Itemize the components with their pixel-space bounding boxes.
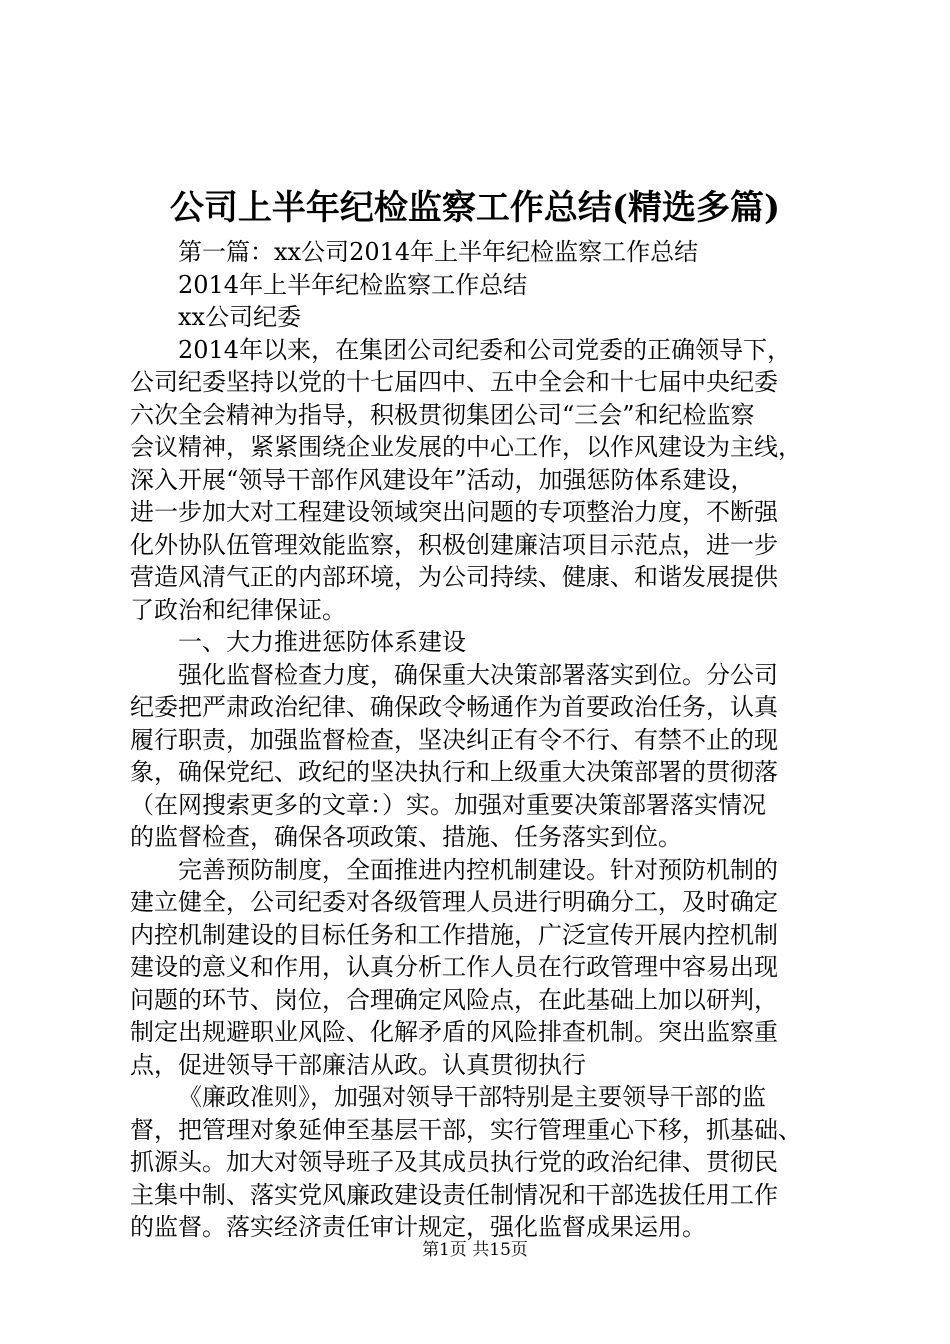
text-line: 公司纪委坚持以党的十七届四中、五中全会和十七届中央纪委 [130, 368, 778, 396]
text-line: 完善预防制度，全面推进内控机制建设。针对预防机制的 [178, 855, 778, 884]
text-line: 建设的意义和作用，认真分析工作人员在行政管理中容易出现 [130, 953, 778, 981]
text-line: 制定出规避职业风险、化解矛盾的风险排查机制。突出监察重 [130, 1018, 778, 1046]
text-line: 象，确保党纪、政纪的坚决执行和上级重大决策部署的贯彻落 [130, 758, 778, 786]
section-heading: 一、大力推进惩防体系建设 [178, 628, 466, 656]
text-line: 会议精神，紧紧围绕企业发展的中心工作，以作风建设为主线， [130, 433, 802, 461]
text-line: 2014年以来，在集团公司纪委和公司党委的正确领导下， [178, 335, 792, 364]
text-line: 纪委把严肃政治纪律、确保政令畅通作为首要政治任务，认真 [130, 693, 778, 721]
text-line: 营造风清气正的内部环境，为公司持续、健康、和谐发展提供 [130, 563, 778, 591]
text-line: 点，促进领导干部廉洁从政。认真贯彻执行 [130, 1050, 586, 1079]
text-line: 履行职责，加强监督检查，坚决纠正有令不行、有禁不止的现 [130, 725, 778, 754]
text-line: 督，把管理对象延伸至基层干部，实行管理重心下移，抓基础、 [130, 1115, 802, 1144]
text-line: 进一步加大对工程建设领域突出问题的专项整治力度，不断强 [130, 498, 778, 526]
text-line: 《廉政准则》，加强对领导干部特别是主要领导干部的监 [178, 1083, 766, 1111]
text-line-heading-part-1: 第一篇：xx公司2014年上半年纪检监察工作总结 [178, 238, 699, 266]
document-body [130, 236, 830, 1244]
text-line: 抓源头。加大对领导班子及其成员执行党的政治纪律、贯彻民 [130, 1148, 778, 1176]
text-line-subtitle: 2014年上半年纪检监察工作总结 [178, 270, 528, 299]
text-line: 问题的环节、岗位，合理确定风险点，在此基础上加以研判， [130, 985, 778, 1014]
text-line: 内控机制建设的目标任务和工作措施，广泛宣传开展内控机制 [130, 920, 778, 949]
text-line: 了政治和纪律保证。 [130, 595, 346, 624]
page-number-footer: 第1页 共15页 [422, 1240, 528, 1260]
text-line: 的监督检查，确保各项政策、措施、任务落实到位。 [130, 823, 682, 851]
text-line: 六次全会精神为指导，积极贯彻集团公司“三会”和纪检监察 [130, 400, 755, 429]
text-line: 强化监督检查力度，确保重大决策部署落实到位。分公司 [178, 660, 778, 689]
text-line-author: xx公司纪委 [178, 303, 302, 331]
text-line: （在网搜索更多的文章：）实。加强对重要决策部署落实情况 [130, 790, 766, 819]
text-line: 主集中制、落实党风廉政建设责任制情况和干部选拔任用工作 [130, 1180, 778, 1209]
text-line: 建立健全，公司纪委对各级管理人员进行明确分工，及时确定 [130, 888, 778, 916]
document-title: 公司上半年纪检监察工作总结(精选多篇) [169, 188, 781, 228]
text-line: 化外协队伍管理效能监察，积极创建廉洁项目示范点，进一步 [130, 530, 778, 559]
text-line: 的监督。落实经济责任审计规定，强化监督成果运用。 [130, 1213, 706, 1241]
text-line: 深入开展“领导干部作风建设年”活动，加强惩防体系建设， [130, 465, 755, 494]
